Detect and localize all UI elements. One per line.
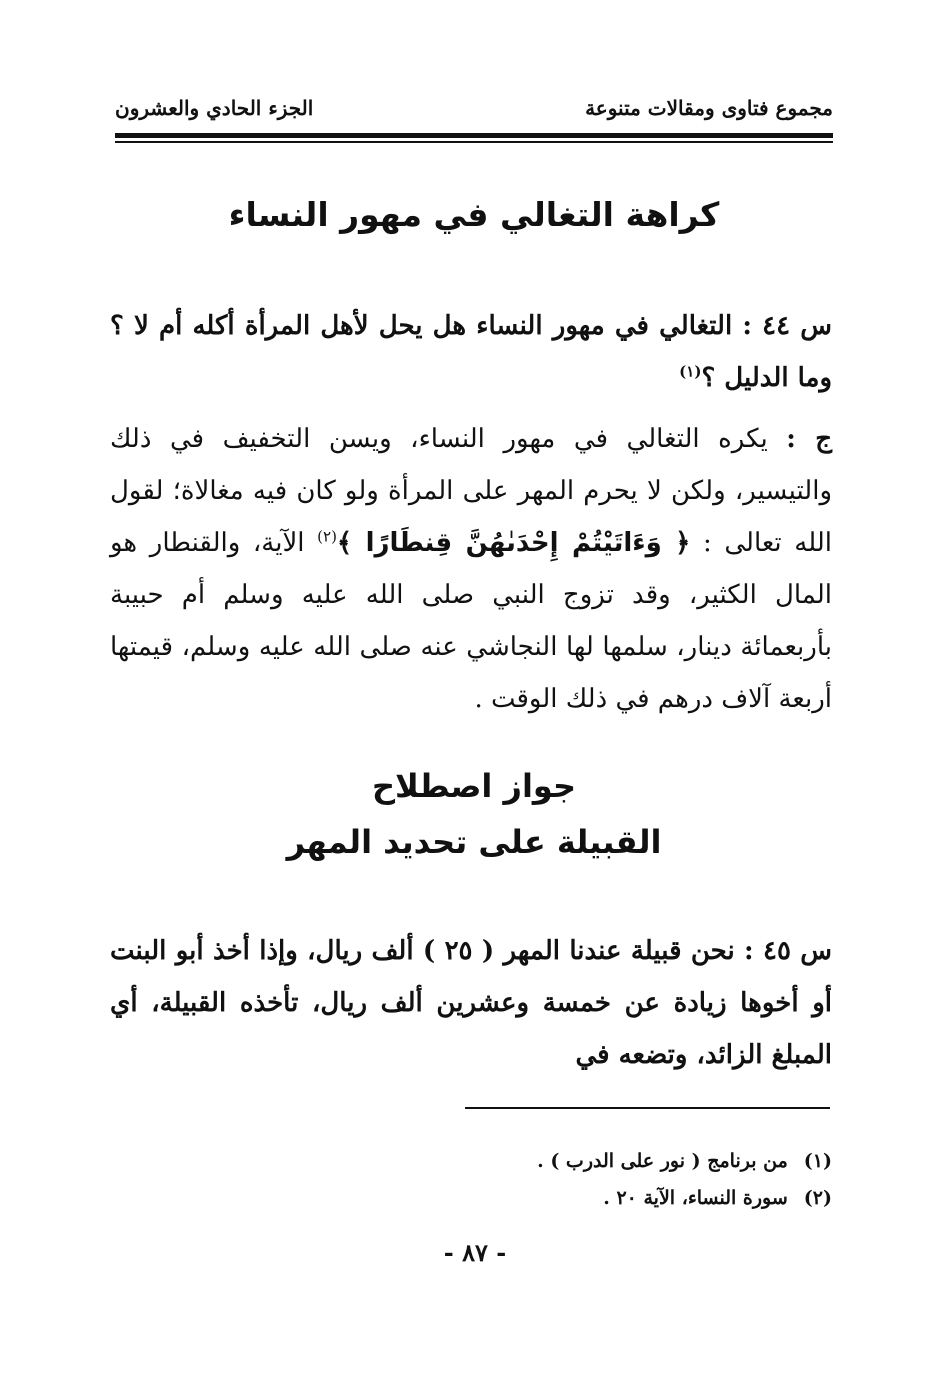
answer-44 — [110, 413, 832, 725]
footnote-1-number: (١) — [803, 1150, 832, 1172]
question-44 — [110, 300, 832, 404]
question-44-label: س ٤٤ : — [742, 311, 832, 341]
footnote-2 — [400, 1187, 832, 1209]
question-45 — [110, 925, 832, 1081]
footnote-ref-1: (١) — [679, 362, 702, 381]
footnote-1 — [400, 1150, 832, 1172]
section-title-2-line-2: القبيلة على تحديد المهر — [286, 823, 662, 861]
question-44-text: التغالي في مهور النساء هل يحل لأهل المرأة أكله أم لا ؟ وما الدليل ؟ — [110, 311, 832, 393]
question-45-label: س ٤٥ : — [744, 936, 833, 966]
book-title: مجموع فتاوى ومقالات متنوعة — [585, 96, 833, 120]
section-title-1: كراهة التغالي في مهور النساء — [228, 195, 720, 234]
answer-44-text-after: الآية، والقنطار هو المال الكثير، وقد تزوج النبي صلى الله عليه وسلم أم حبيبة بأربعمائة دينار، سلمها لها النجاشي عنه صلى الله عليه وسلم، قيمتها أربعة آلاف درهم في ذلك الوقت . — [110, 528, 833, 714]
footnote-2-number: (٢) — [803, 1187, 832, 1209]
footnote-1-text: من برنامج ( نور على الدرب ) . — [537, 1150, 788, 1172]
answer-44-label: ج : — [786, 424, 832, 454]
section-title-2-line-1: جواز اصطلاح — [371, 767, 577, 805]
quran-verse: ﴿ وَءَاتَيْتُمْ إِحْدَىٰهُنَّ قِنطَارًا ﴾ — [336, 528, 691, 558]
answer-44-text-before: يكره التغالي في مهور النساء، ويسن التخفيف في ذلك والتيسير، ولكن لا يحرم المهر على المرأة ولو كان فيه مغالاة؛ لقول الله تعالى : — [110, 424, 832, 558]
page-number: - ٨٧ - — [443, 1238, 507, 1267]
footnote-ref-2: (٢) — [317, 527, 337, 546]
question-45-text: نحن قبيلة عندنا المهر ( ٢٥ ) ألف ريال، وإذا أخذ أبو البنت أو أخوها زيادة عن خمسة وعشرين ألف ريال، تأخذه القبيلة، أي المبلغ الزائد، وتضعه في — [110, 936, 832, 1070]
header-rule-thick — [115, 133, 833, 138]
header-rule-thin — [115, 141, 833, 143]
footnote-rule — [465, 1107, 830, 1109]
footnote-2-text: سورة النساء، الآية ٢٠ . — [603, 1187, 788, 1209]
volume-label: الجزء الحادي والعشرون — [115, 96, 314, 120]
running-header — [115, 96, 833, 130]
